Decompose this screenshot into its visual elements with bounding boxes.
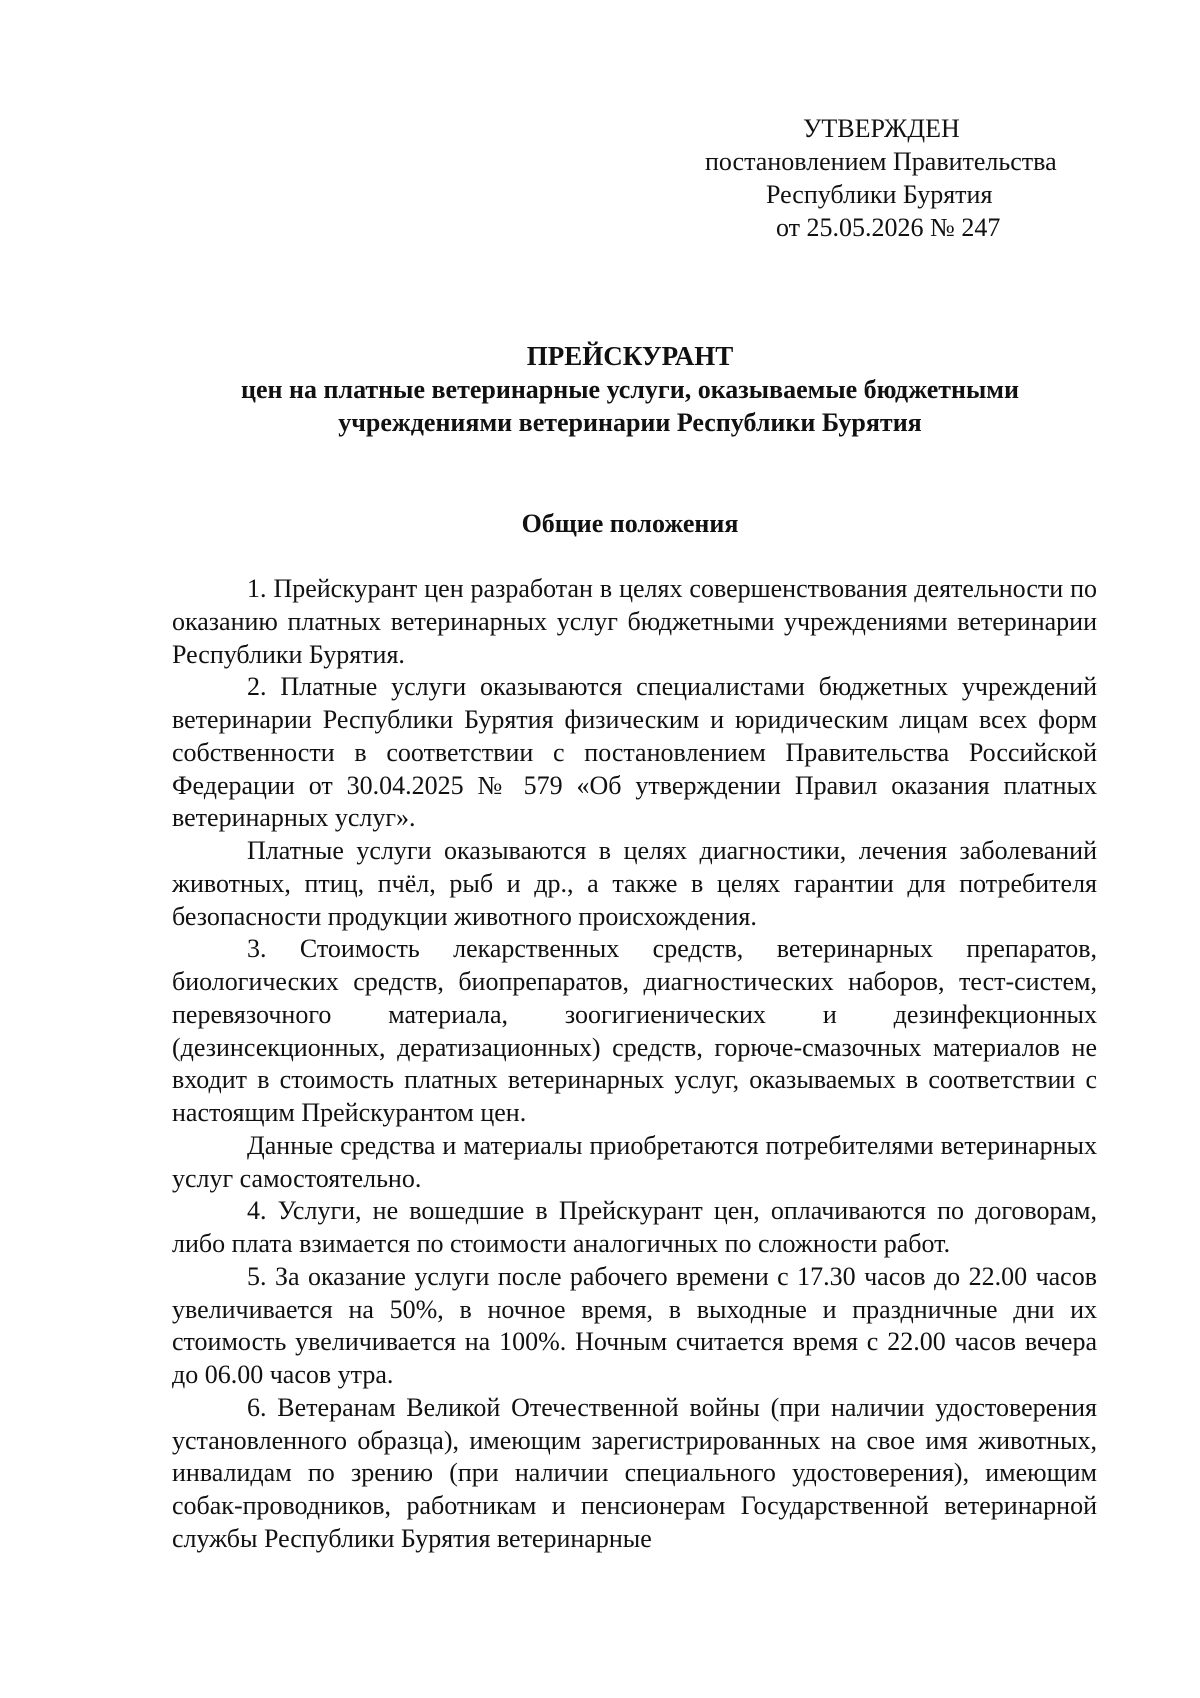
approval-title: УТВЕРЖДЕН	[803, 114, 960, 143]
paragraph-5: 5. За оказание услуги после рабочего времени с 17.30 часов до 22.00 часов увеличивается на 50%, в ночное время, в выходные и праздничные дни их стоимость увеличивается на 100%. Ночным считается время с 22.00 часов вечера до 06.00 часов утра.	[172, 1261, 1097, 1389]
paragraph-4: 4. Услуги, не вошедшие в Прейскурант цен, оплачиваются по договорам, либо плата взимается по стоимости аналогичных по сложности работ.	[172, 1196, 1097, 1258]
approval-line-republic: Республики Бурятия	[766, 180, 993, 209]
approval-line-date-number: от 25.05.2026 № 247	[776, 213, 1001, 242]
section-heading: Общие положения	[521, 509, 739, 538]
document-body	[172, 573, 1097, 1556]
paragraph-1: 1. Прейскурант цен разработан в целях совершенствования деятельности по оказанию платных ветеринарных услуг бюджетными учреждениями ветеринарии Республики Бурятия.	[172, 574, 1097, 669]
paragraph-3-continued: Данные средства и материалы приобретаются потребителями ветеринарных услуг самостоятельно.	[172, 1130, 1097, 1193]
document-subtitle-line: учреждениями ветеринарии Республики Бурятия	[338, 408, 922, 437]
document-subtitle	[170, 373, 1090, 439]
paragraph-2: 2. Платные услуги оказываются специалистами бюджетных учреждений ветеринарии Республики Бурятия физическим и юридическим лицам всех форм собственности в соответствии с постановлением Правительства Российской Федерации от 30.04.2025 № 579 «Об утверждении Правил оказания платных ветеринарных услуг».	[172, 672, 1097, 833]
paragraph-3: 3. Стоимость лекарственных средств, ветеринарных препаратов, биологических средств, биопрепаратов, диагностических наборов, тест-систем, перевязочного материала, зоогигиенических и дезинфекционных (дезинсекционных, дератизационных) средств, горюче-смазочных материалов не входит в стоимость платных ветеринарных услуг, оказываемых в соответствии с настоящим Прейскурантом цен.	[172, 934, 1097, 1127]
approval-line-resolution: постановлением Правительства	[705, 147, 1057, 176]
paragraph-2-continued: Платные услуги оказываются в целях диагностики, лечения заболеваний животных, птиц, пчёл, рыб и др., а также в целях гарантии для потребителя безопасности продукции животного происхождения.	[172, 836, 1097, 931]
paragraph-6: 6. Ветеранам Великой Отечественной войны (при наличии удостоверения установленного образца), имеющим зарегистрированных на свое имя животных, инвалидам по зрению (при наличии специального удостоверения), имеющим собак-проводников, работникам и пенсионерам Государственной ветеринарной службы Республики Бурятия ветеринарные	[172, 1392, 1097, 1553]
document-subtitle-line: цен на платные ветеринарные услуги, оказываемые бюджетными	[241, 375, 1019, 404]
document-title: ПРЕЙСКУРАНТ	[526, 341, 734, 371]
approval-stamp	[690, 112, 1110, 244]
